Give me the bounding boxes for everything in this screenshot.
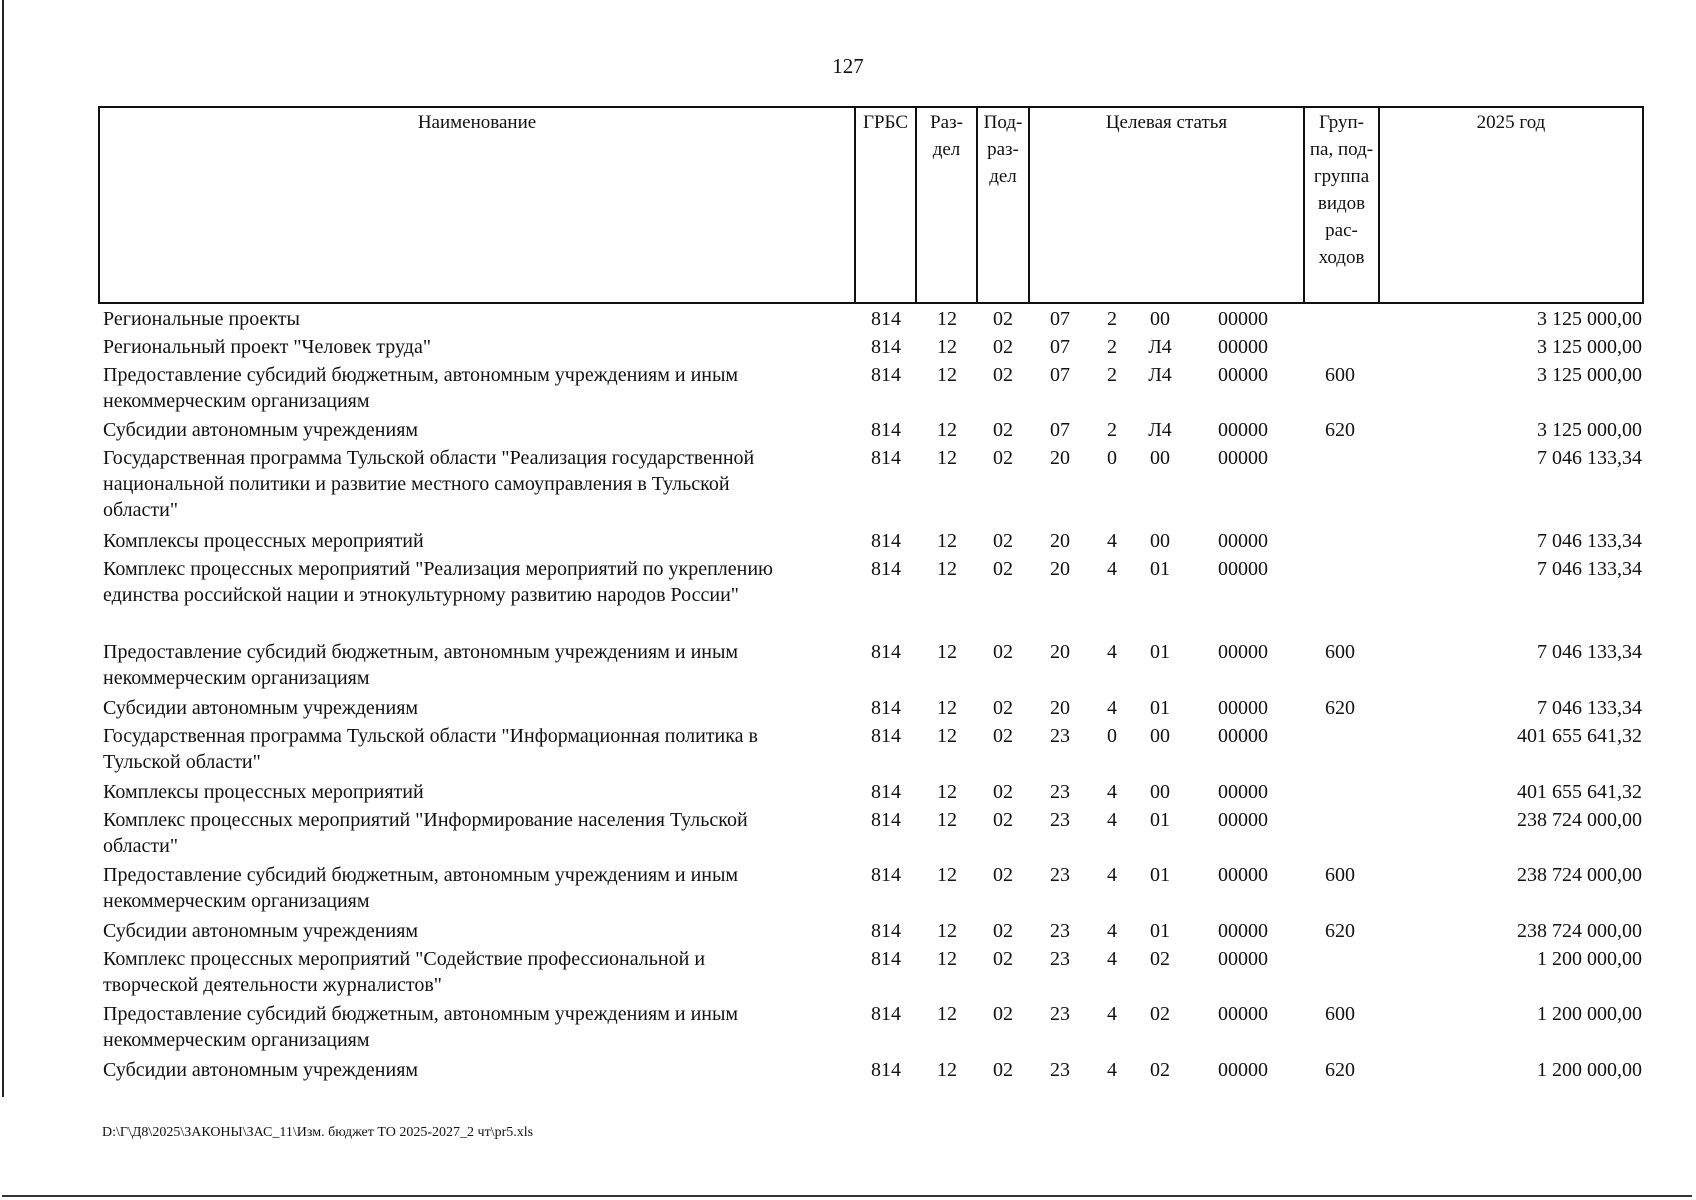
target-code-3: 01 xyxy=(1150,641,1170,663)
grbs-cell: 814 xyxy=(871,781,901,803)
target-code-1: 23 xyxy=(1050,781,1070,803)
header-grbs: ГРБС xyxy=(862,112,908,133)
amount-cell: 3 125 000,00 xyxy=(1537,308,1642,330)
amount-cell: 1 200 000,00 xyxy=(1537,1003,1642,1025)
target-code-1: 07 xyxy=(1050,419,1070,441)
grbs-cell: 814 xyxy=(871,419,901,441)
target-code-4: 00000 xyxy=(1218,530,1268,552)
podrazdel-cell: 02 xyxy=(993,558,1013,580)
amount-cell: 238 724 000,00 xyxy=(1517,809,1642,831)
grbs-cell: 814 xyxy=(871,641,901,663)
scan-edge-left xyxy=(2,0,4,1097)
amount-cell: 1 200 000,00 xyxy=(1537,948,1642,970)
target-code-4: 00000 xyxy=(1218,641,1268,663)
row-name xyxy=(103,695,843,721)
row-name-line: единства российской нации и этнокультурному развитию народов России" xyxy=(103,584,739,606)
podrazdel-cell: 02 xyxy=(993,809,1013,831)
target-code-4: 00000 xyxy=(1218,948,1268,970)
target-code-4: 00000 xyxy=(1218,920,1268,942)
expense-group-cell: 600 xyxy=(1325,364,1355,386)
row-name-line: Комплекс процессных мероприятий "Информирование населения Тульской xyxy=(103,809,748,831)
podrazdel-cell: 02 xyxy=(993,781,1013,803)
row-name-line: Государственная программа Тульской области "Информационная политика в xyxy=(103,725,758,747)
razdel-cell: 12 xyxy=(937,920,957,942)
target-code-2: 4 xyxy=(1107,558,1117,580)
target-code-3: 00 xyxy=(1150,308,1170,330)
row-name xyxy=(103,779,843,805)
expense-group-cell: 620 xyxy=(1325,920,1355,942)
target-code-4: 00000 xyxy=(1218,781,1268,803)
podrazdel-cell: 02 xyxy=(993,697,1013,719)
amount-cell: 3 125 000,00 xyxy=(1537,364,1642,386)
row-name xyxy=(103,306,843,332)
target-code-3: 02 xyxy=(1150,1059,1170,1081)
target-code-4: 00000 xyxy=(1218,336,1268,358)
podrazdel-cell: 02 xyxy=(993,641,1013,663)
row-name-line: Комплексы процессных мероприятий xyxy=(103,781,424,803)
expense-group-cell: 620 xyxy=(1325,697,1355,719)
target-code-3: 00 xyxy=(1150,447,1170,469)
target-code-4: 00000 xyxy=(1218,864,1268,886)
file-path: D:\Г\Д8\2025\ЗАКОНЫ\ЗАС_11\Изм. бюджет ТО 2025-2027_2 чт\pr5.xls xyxy=(102,1125,534,1140)
grbs-cell: 814 xyxy=(871,558,901,580)
target-code-3: 02 xyxy=(1150,1003,1170,1025)
row-name xyxy=(103,1057,843,1083)
podrazdel-cell: 02 xyxy=(993,920,1013,942)
grbs-cell: 814 xyxy=(871,948,901,970)
row-name-line: Предоставление субсидий бюджетным, автономным учреждениям и иным xyxy=(103,1003,739,1025)
row-name-line: области" xyxy=(103,499,179,521)
target-code-4: 00000 xyxy=(1218,1059,1268,1081)
target-code-4: 00000 xyxy=(1218,558,1268,580)
target-code-4: 00000 xyxy=(1218,419,1268,441)
razdel-cell: 12 xyxy=(937,948,957,970)
target-code-3: Л4 xyxy=(1148,336,1172,358)
target-code-1: 20 xyxy=(1050,697,1070,719)
page-number: 127 xyxy=(832,54,864,78)
target-code-4: 00000 xyxy=(1218,725,1268,747)
grbs-cell: 814 xyxy=(871,530,901,552)
razdel-cell: 12 xyxy=(937,308,957,330)
header-name: Наименование xyxy=(417,112,537,133)
amount-cell: 238 724 000,00 xyxy=(1517,864,1642,886)
row-name xyxy=(103,445,843,523)
row-name xyxy=(103,946,843,998)
podrazdel-cell: 02 xyxy=(993,948,1013,970)
row-name xyxy=(103,334,843,360)
row-name-line: Региональный проект "Человек труда" xyxy=(103,336,431,358)
amount-cell: 7 046 133,34 xyxy=(1537,447,1642,469)
target-code-1: 07 xyxy=(1050,308,1070,330)
target-code-3: 01 xyxy=(1150,920,1170,942)
row-name-line: некоммерческим организациям xyxy=(103,890,370,912)
razdel-cell: 12 xyxy=(937,641,957,663)
grbs-cell: 814 xyxy=(871,1003,901,1025)
row-name xyxy=(103,1001,843,1053)
amount-cell: 1 200 000,00 xyxy=(1537,1059,1642,1081)
row-name-line: творческой деятельности журналистов" xyxy=(103,974,442,996)
razdel-cell: 12 xyxy=(937,697,957,719)
target-code-2: 2 xyxy=(1107,336,1117,358)
row-name-line: Субсидии автономным учреждениям xyxy=(103,920,419,942)
target-code-4: 00000 xyxy=(1218,809,1268,831)
header-year: 2025 год xyxy=(1476,112,1546,133)
razdel-cell: 12 xyxy=(937,781,957,803)
row-name-line: Субсидии автономным учреждениям xyxy=(103,1059,419,1081)
amount-cell: 3 125 000,00 xyxy=(1537,336,1642,358)
row-name-line: некоммерческим организациям xyxy=(103,390,370,412)
razdel-cell: 12 xyxy=(937,558,957,580)
target-code-1: 23 xyxy=(1050,948,1070,970)
row-name-line: Комплексы процессных мероприятий xyxy=(103,530,424,552)
target-code-4: 00000 xyxy=(1218,1003,1268,1025)
target-code-3: 01 xyxy=(1150,697,1170,719)
razdel-cell: 12 xyxy=(937,809,957,831)
row-name-line: национальной политики и развитие местного самоуправления в Тульской xyxy=(103,473,730,495)
target-code-2: 2 xyxy=(1107,364,1117,386)
grbs-cell: 814 xyxy=(871,809,901,831)
row-name-line: Предоставление субсидий бюджетным, автономным учреждениям и иным xyxy=(103,641,739,663)
target-code-2: 2 xyxy=(1107,419,1117,441)
target-code-4: 00000 xyxy=(1218,447,1268,469)
header-target: Целевая статья xyxy=(1105,112,1228,133)
row-name-line: области" xyxy=(103,835,179,857)
row-name xyxy=(103,417,843,443)
target-code-2: 4 xyxy=(1107,697,1117,719)
row-name-line: Тульской области" xyxy=(103,751,261,773)
amount-cell: 3 125 000,00 xyxy=(1537,419,1642,441)
target-code-2: 4 xyxy=(1107,920,1117,942)
amount-cell: 401 655 641,32 xyxy=(1517,725,1642,747)
podrazdel-cell: 02 xyxy=(993,725,1013,747)
podrazdel-cell: 02 xyxy=(993,1059,1013,1081)
row-name-line: Предоставление субсидий бюджетным, автономным учреждениям и иным xyxy=(103,864,739,886)
expense-group-cell: 600 xyxy=(1325,1003,1355,1025)
podrazdel-cell: 02 xyxy=(993,364,1013,386)
podrazdel-cell: 02 xyxy=(993,419,1013,441)
target-code-1: 23 xyxy=(1050,864,1070,886)
target-code-3: 02 xyxy=(1150,948,1170,970)
target-code-1: 20 xyxy=(1050,447,1070,469)
razdel-cell: 12 xyxy=(937,1003,957,1025)
target-code-1: 23 xyxy=(1050,1003,1070,1025)
target-code-4: 00000 xyxy=(1218,697,1268,719)
target-code-2: 4 xyxy=(1107,1003,1117,1025)
target-code-2: 0 xyxy=(1107,725,1117,747)
amount-cell: 7 046 133,34 xyxy=(1537,558,1642,580)
podrazdel-cell: 02 xyxy=(993,1003,1013,1025)
grbs-cell: 814 xyxy=(871,447,901,469)
target-code-2: 4 xyxy=(1107,864,1117,886)
target-code-2: 4 xyxy=(1107,781,1117,803)
row-name-line: некоммерческим организациям xyxy=(103,1029,370,1051)
razdel-cell: 12 xyxy=(937,530,957,552)
row-name-line: Государственная программа Тульской области "Реализация государственной xyxy=(103,447,755,469)
target-code-1: 07 xyxy=(1050,364,1070,386)
target-code-2: 4 xyxy=(1107,948,1117,970)
amount-cell: 7 046 133,34 xyxy=(1537,697,1642,719)
target-code-1: 23 xyxy=(1050,1059,1070,1081)
target-code-2: 0 xyxy=(1107,447,1117,469)
target-code-1: 23 xyxy=(1050,725,1070,747)
target-code-1: 20 xyxy=(1050,558,1070,580)
row-name-line: Комплекс процессных мероприятий "Реализация мероприятий по укреплению xyxy=(103,558,773,580)
target-code-3: 01 xyxy=(1150,864,1170,886)
target-code-2: 4 xyxy=(1107,809,1117,831)
grbs-cell: 814 xyxy=(871,364,901,386)
grbs-cell: 814 xyxy=(871,308,901,330)
header-group: Груп- па, под- группа видов рас- ходов xyxy=(1309,112,1374,268)
amount-cell: 7 046 133,34 xyxy=(1537,530,1642,552)
grbs-cell: 814 xyxy=(871,864,901,886)
razdel-cell: 12 xyxy=(937,725,957,747)
grbs-cell: 814 xyxy=(871,1059,901,1081)
row-name xyxy=(103,528,843,554)
podrazdel-cell: 02 xyxy=(993,530,1013,552)
expense-group-cell: 620 xyxy=(1325,419,1355,441)
row-name-line: Региональные проекты xyxy=(103,308,300,330)
row-name xyxy=(103,723,843,775)
row-name xyxy=(103,918,843,944)
razdel-cell: 12 xyxy=(937,1059,957,1081)
header-podrazdel: Под- раз- дел xyxy=(983,112,1023,187)
target-code-3: Л4 xyxy=(1148,419,1172,441)
grbs-cell: 814 xyxy=(871,697,901,719)
row-name xyxy=(103,362,843,414)
row-name-line: некоммерческим организациям xyxy=(103,667,370,689)
row-name-line: Предоставление субсидий бюджетным, автономным учреждениям и иным xyxy=(103,364,739,386)
target-code-3: 00 xyxy=(1150,781,1170,803)
razdel-cell: 12 xyxy=(937,364,957,386)
target-code-3: 00 xyxy=(1150,530,1170,552)
amount-cell: 7 046 133,34 xyxy=(1537,641,1642,663)
podrazdel-cell: 02 xyxy=(993,447,1013,469)
row-name xyxy=(103,807,843,859)
target-code-3: 01 xyxy=(1150,558,1170,580)
scan-edge-bottom xyxy=(2,1195,1692,1197)
expense-group-cell: 600 xyxy=(1325,864,1355,886)
target-code-2: 2 xyxy=(1107,308,1117,330)
target-code-1: 20 xyxy=(1050,641,1070,663)
target-code-1: 07 xyxy=(1050,336,1070,358)
amount-cell: 401 655 641,32 xyxy=(1517,781,1642,803)
target-code-2: 4 xyxy=(1107,530,1117,552)
razdel-cell: 12 xyxy=(937,447,957,469)
target-code-3: 00 xyxy=(1150,725,1170,747)
row-name-line: Субсидии автономным учреждениям xyxy=(103,419,419,441)
row-name-line: Субсидии автономным учреждениям xyxy=(103,697,419,719)
row-name xyxy=(103,862,843,914)
razdel-cell: 12 xyxy=(937,419,957,441)
header-razdel: Раз- дел xyxy=(930,112,963,160)
expense-group-cell: 600 xyxy=(1325,641,1355,663)
row-name xyxy=(103,556,843,608)
target-code-4: 00000 xyxy=(1218,308,1268,330)
razdel-cell: 12 xyxy=(937,336,957,358)
podrazdel-cell: 02 xyxy=(993,336,1013,358)
podrazdel-cell: 02 xyxy=(993,864,1013,886)
expense-group-cell: 620 xyxy=(1325,1059,1355,1081)
target-code-1: 23 xyxy=(1050,920,1070,942)
grbs-cell: 814 xyxy=(871,920,901,942)
target-code-2: 4 xyxy=(1107,1059,1117,1081)
target-code-2: 4 xyxy=(1107,641,1117,663)
amount-cell: 238 724 000,00 xyxy=(1517,920,1642,942)
target-code-1: 20 xyxy=(1050,530,1070,552)
target-code-3: 01 xyxy=(1150,809,1170,831)
target-code-4: 00000 xyxy=(1218,364,1268,386)
grbs-cell: 814 xyxy=(871,336,901,358)
row-name-line: Комплекс процессных мероприятий "Содействие профессиональной и xyxy=(103,948,706,970)
grbs-cell: 814 xyxy=(871,725,901,747)
podrazdel-cell: 02 xyxy=(993,308,1013,330)
row-name xyxy=(103,639,843,691)
razdel-cell: 12 xyxy=(937,864,957,886)
target-code-1: 23 xyxy=(1050,809,1070,831)
target-code-3: Л4 xyxy=(1148,364,1172,386)
